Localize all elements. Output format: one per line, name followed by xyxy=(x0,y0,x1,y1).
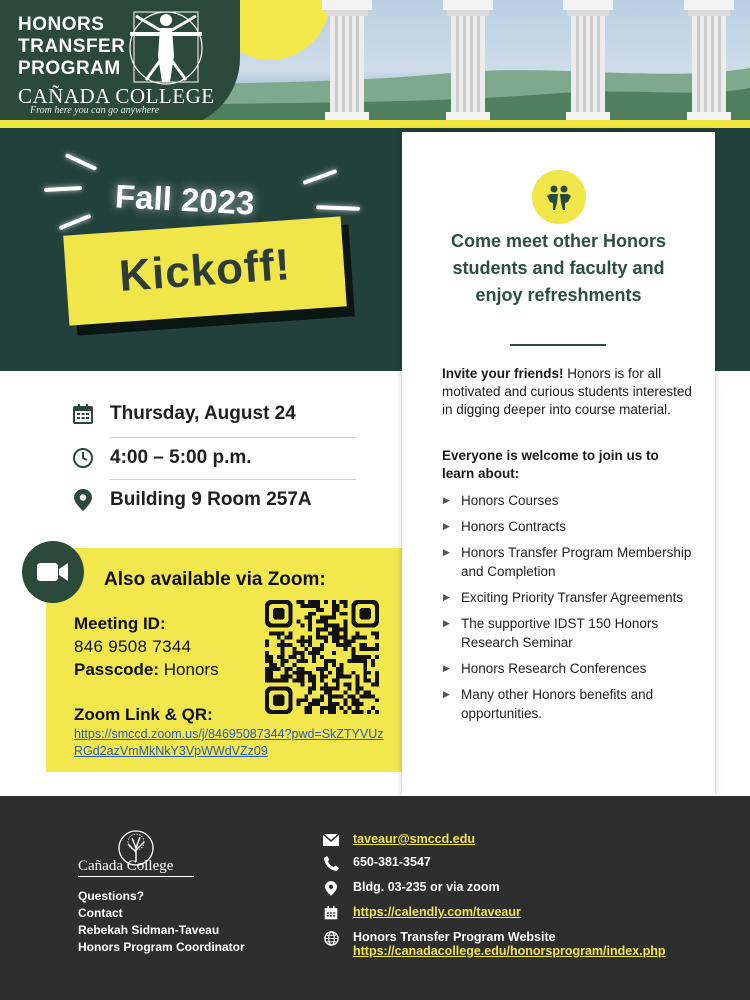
calendly-link[interactable]: https://calendly.com/taveaur xyxy=(353,905,521,919)
list-item: ▶ Honors Research Conferences xyxy=(443,661,647,676)
list-item: ▶ Honors Transfer Program Membership and Completion xyxy=(443,545,692,579)
globe-icon xyxy=(322,930,340,946)
triangle-bullet-icon: ▶ xyxy=(443,521,450,531)
event-time: 4:00 – 5:00 p.m. xyxy=(72,447,252,469)
contact-website xyxy=(322,930,666,958)
location-pin-icon xyxy=(72,489,94,511)
divider xyxy=(110,437,356,438)
event-title: Kickoff! xyxy=(117,240,293,301)
logo-title: HONORS TRANSFER PROGRAM xyxy=(18,14,126,79)
meeting-id-label: Meeting ID: xyxy=(74,614,166,633)
triangle-bullet-icon: ▶ xyxy=(443,547,450,557)
header-divider xyxy=(0,120,750,128)
list-item: ▶ The supportive IDST 150 Honors Research Seminar xyxy=(443,616,659,650)
phone-number: 650-381-3547 xyxy=(353,855,431,869)
zoom-link[interactable]: https://smccd.zoom.us/j/84695087344?pwd=SkZTYVUzRGd2azVmMkNkY3VpWWdVZz09 xyxy=(74,727,384,758)
divider xyxy=(110,479,356,480)
vitruvian-man-icon xyxy=(122,6,212,90)
phone-icon xyxy=(322,855,340,871)
info-card xyxy=(402,132,715,796)
zoom-heading: Also available via Zoom: xyxy=(104,569,326,590)
program-logo xyxy=(0,0,240,128)
card-divider xyxy=(510,344,606,346)
pillar-graphic xyxy=(563,0,613,122)
zoom-qr-code[interactable] xyxy=(265,600,379,714)
event-season: Fall 2023 xyxy=(114,177,256,222)
contact-block: Questions? Contact Rebekah Sidman-Taveau Honors Program Coordinator xyxy=(78,889,245,954)
footer xyxy=(0,796,750,1000)
email-link[interactable]: taveaur@smccd.edu xyxy=(353,832,475,846)
triangle-bullet-icon: ▶ xyxy=(443,663,450,673)
logo-tagline: From here you can go anywhere xyxy=(30,105,160,116)
video-camera-icon xyxy=(22,541,84,603)
topics-list xyxy=(442,491,702,730)
calendar-icon xyxy=(322,905,340,921)
contact-email xyxy=(322,832,475,848)
card-headline: Come meet other Honors students and faculty and enjoy refreshments xyxy=(450,231,667,305)
logo-college-name: CAÑADA COLLEGE xyxy=(18,84,215,108)
triangle-bullet-icon: ▶ xyxy=(443,618,450,628)
website-label: Honors Transfer Program Website xyxy=(353,930,556,944)
list-item: ▶ Honors Contracts xyxy=(443,519,567,534)
clock-icon xyxy=(72,447,94,469)
triangle-bullet-icon: ▶ xyxy=(443,592,450,602)
contact-calendly xyxy=(322,905,521,921)
office-location: Bldg. 03-235 or via zoom xyxy=(353,880,500,894)
zoom-link-label: Zoom Link & QR: xyxy=(74,705,213,724)
list-item: ▶ Honors Courses xyxy=(443,493,559,508)
pillar-graphic xyxy=(443,0,493,122)
calendar-icon xyxy=(72,403,94,425)
envelope-icon xyxy=(322,832,340,848)
contact-phone xyxy=(322,855,431,871)
list-item: ▶ Many other Honors benefits and opportunities. xyxy=(443,687,654,721)
pillar-graphic xyxy=(684,0,734,122)
triangle-bullet-icon: ▶ xyxy=(443,689,450,699)
location-pin-icon xyxy=(322,880,340,896)
website-link[interactable]: https://canadacollege.edu/honorsprogram/index.php xyxy=(353,944,666,958)
footer-logo-underline xyxy=(78,876,194,877)
invite-text: Invite your friends! Honors is for all motivated and curious students interested in digging deeper into course material. xyxy=(442,366,692,417)
passcode: Passcode: Honors xyxy=(74,660,219,679)
header-banner xyxy=(0,0,750,128)
contact-office xyxy=(322,880,500,896)
event-date: Thursday, August 24 xyxy=(72,403,296,425)
meeting-id-value: 846 9508 7344 xyxy=(74,637,192,656)
footer-college-name: Cañada College xyxy=(78,858,174,874)
people-icon xyxy=(532,170,586,224)
list-item: ▶ Exciting Priority Transfer Agreements xyxy=(443,590,684,605)
welcome-text: Everyone is welcome to join us to learn about: xyxy=(442,448,659,481)
event-location: Building 9 Room 257A xyxy=(72,489,312,511)
triangle-bullet-icon: ▶ xyxy=(443,495,450,505)
pillar-graphic xyxy=(322,0,372,122)
